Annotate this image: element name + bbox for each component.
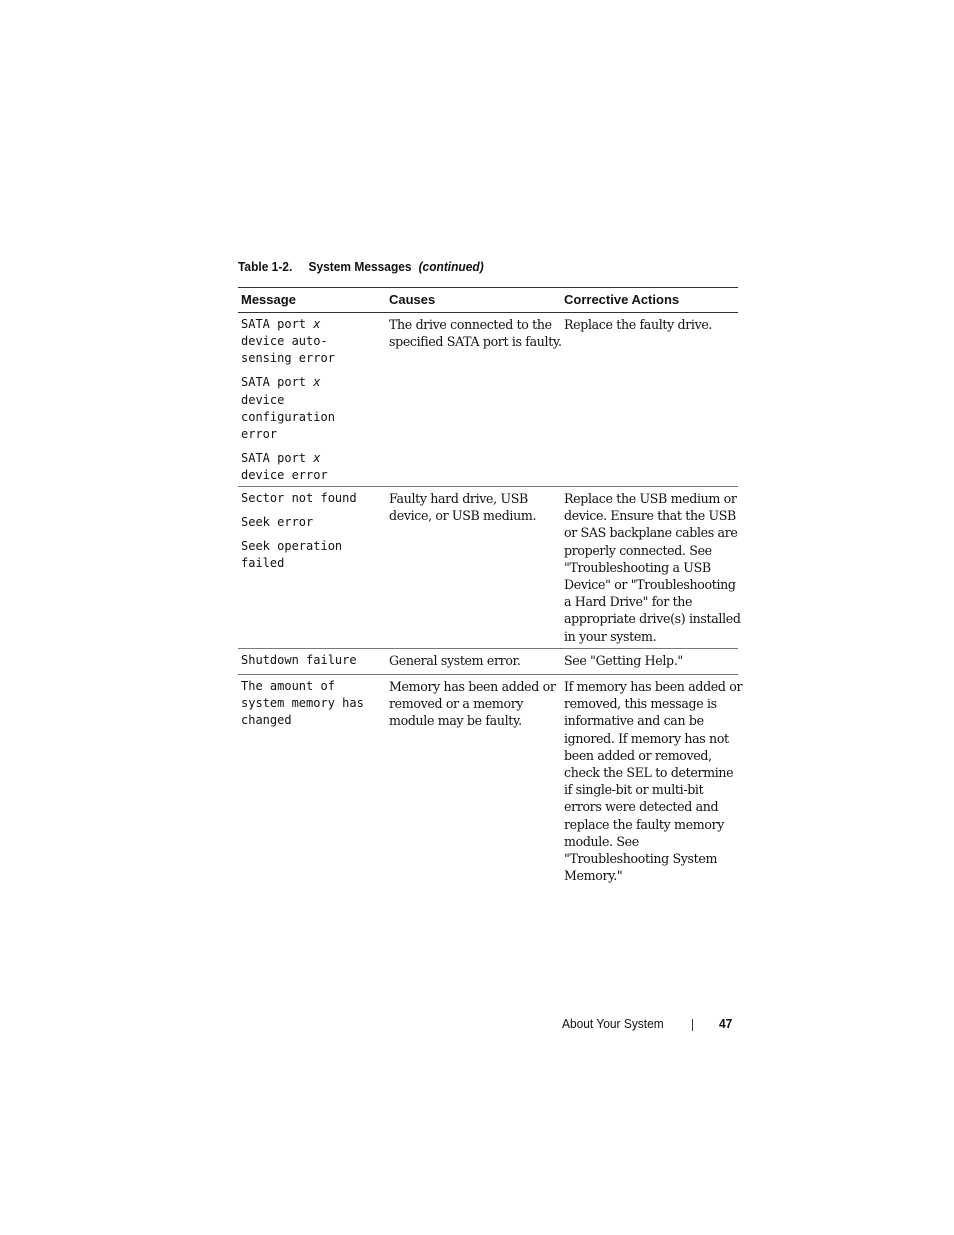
cause-cell xyxy=(386,678,561,884)
message-text: Seek error xyxy=(241,515,314,529)
cause-text: The drive connected to the specified SATA port is faulty. xyxy=(389,317,562,350)
message-cell xyxy=(238,316,386,481)
action-cell xyxy=(561,652,738,669)
cause-text: Faulty hard drive, USB device, or USB medium. xyxy=(389,491,537,524)
action-text: Replace the USB medium or device. Ensure that the USB or SAS backplane cables are properly connected. See "Troubleshooting a USB Device" or "Troubleshooting a Hard Drive" for the appropriate drive(s) installed in your system. xyxy=(564,491,741,644)
action-cell xyxy=(561,490,741,644)
action-text: Replace the faulty drive. xyxy=(564,317,713,332)
message-cell xyxy=(238,678,386,884)
header-causes: Causes xyxy=(389,292,436,307)
message-text: SATA port x device configuration error xyxy=(241,375,335,442)
table-row xyxy=(238,313,738,487)
table-row xyxy=(238,675,743,889)
action-text: If memory has been added or removed, this message is informative and can be ignored. If memory has not been added or removed, check the SEL to determine if single-bit or multi-bit errors were detected and replace the faulty memory module. See "Troubleshooting System Memory." xyxy=(564,679,743,884)
table-row xyxy=(238,487,741,649)
message-text: Seek operation failed xyxy=(241,539,343,571)
table-number: Table 1-2. xyxy=(238,259,293,274)
cause-text: General system error. xyxy=(389,653,521,668)
header-message: Message xyxy=(241,292,296,307)
table-row xyxy=(238,649,738,675)
message-text: Shutdown failure xyxy=(241,653,357,667)
message-text: The amount of system memory has changed xyxy=(241,679,364,728)
action-text: See "Getting Help." xyxy=(564,653,683,668)
cause-cell xyxy=(386,490,561,643)
table-continued-note: (continued) xyxy=(418,259,484,274)
table-caption xyxy=(238,259,484,274)
header-corrective-actions: Corrective Actions xyxy=(564,292,680,307)
message-cell xyxy=(238,490,386,643)
table-header-row xyxy=(238,287,738,313)
footer-divider xyxy=(692,1019,693,1031)
action-cell xyxy=(561,316,738,481)
message-text: SATA port x device error xyxy=(241,451,328,483)
message-cell xyxy=(238,652,386,669)
cause-text: Memory has been added or removed or a memory module may be faulty. xyxy=(389,679,556,729)
page-number: 47 xyxy=(719,1016,733,1031)
message-text: Sector not found xyxy=(241,491,357,505)
cause-cell xyxy=(386,652,561,669)
system-messages-table xyxy=(238,287,743,889)
footer-section-title: About Your System xyxy=(562,1016,664,1031)
action-cell xyxy=(561,678,743,884)
message-text: SATA port x device auto- sensing error xyxy=(241,317,335,366)
cause-cell xyxy=(386,316,561,481)
table-title: System Messages xyxy=(308,259,412,274)
